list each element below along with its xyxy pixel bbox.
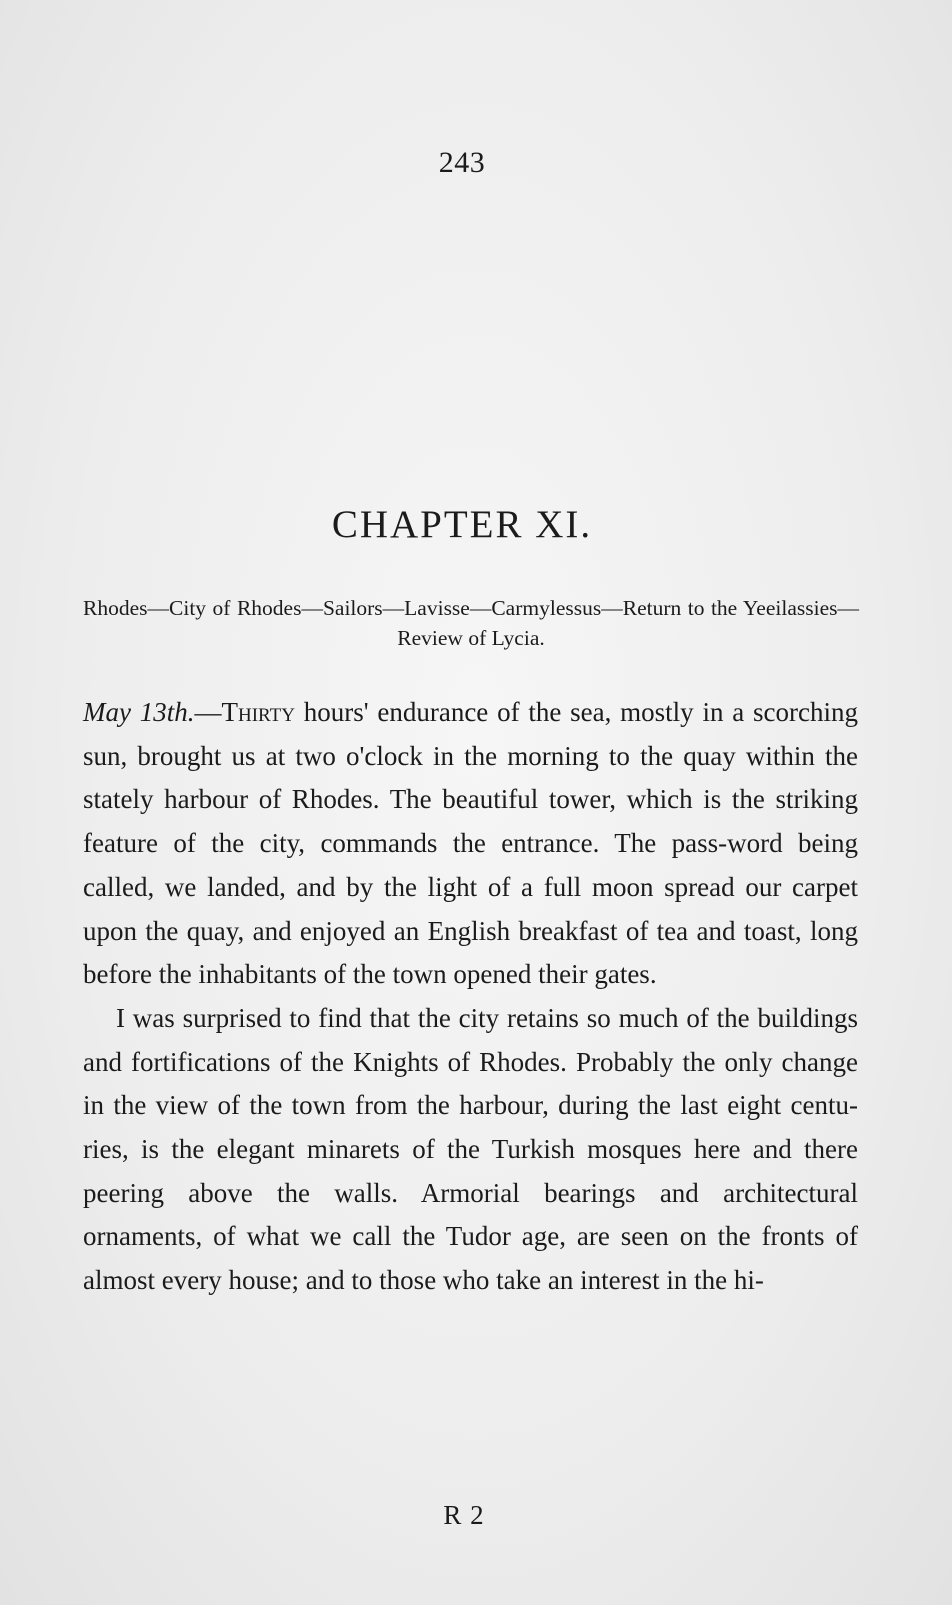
chapter-summary: Rhodes—City of Rhodes—Sailors—Lavisse—Carmylessus—Return to the Yeeilassies—Review of Lycia.: [83, 596, 859, 650]
page-number: 243: [438, 146, 486, 179]
chapter-title: CHAPTER XI.: [331, 503, 593, 546]
body-text: [83, 691, 858, 1303]
paragraph-lead-word: —Thirty: [194, 697, 295, 727]
signature-mark: R 2: [443, 1500, 485, 1530]
paragraph-date: May 13th.: [83, 697, 195, 727]
paragraph-2: I was surprised to find that the city retains so much of the buildings and fortifications of the Knights of Rhodes. Probably the only change in the view of the town from the harbour, during the last eight centu-ries, is the elegant minarets of the Turkish mosques here and there peering above the walls. Armorial bearings and architectural ornaments, of what we call the Tudor age, are seen on the fronts of almost every house; and to those who take an interest in the hi-: [83, 1002, 858, 1296]
paragraph-1-text: hours' endurance of the sea, mostly in a scorching sun, brought us at two o'clock in the morning to the quay within the stately harbour of Rhodes. The beautiful tower, which is the striking feature of the city, commands the entrance. The pass-word being called, we landed, and by the light of a full moon spread our carpet upon the quay, and enjoyed an English breakfast of tea and toast, long before the inhabitants of the town opened their gates.: [83, 697, 858, 990]
paragraph-1: [83, 691, 858, 997]
